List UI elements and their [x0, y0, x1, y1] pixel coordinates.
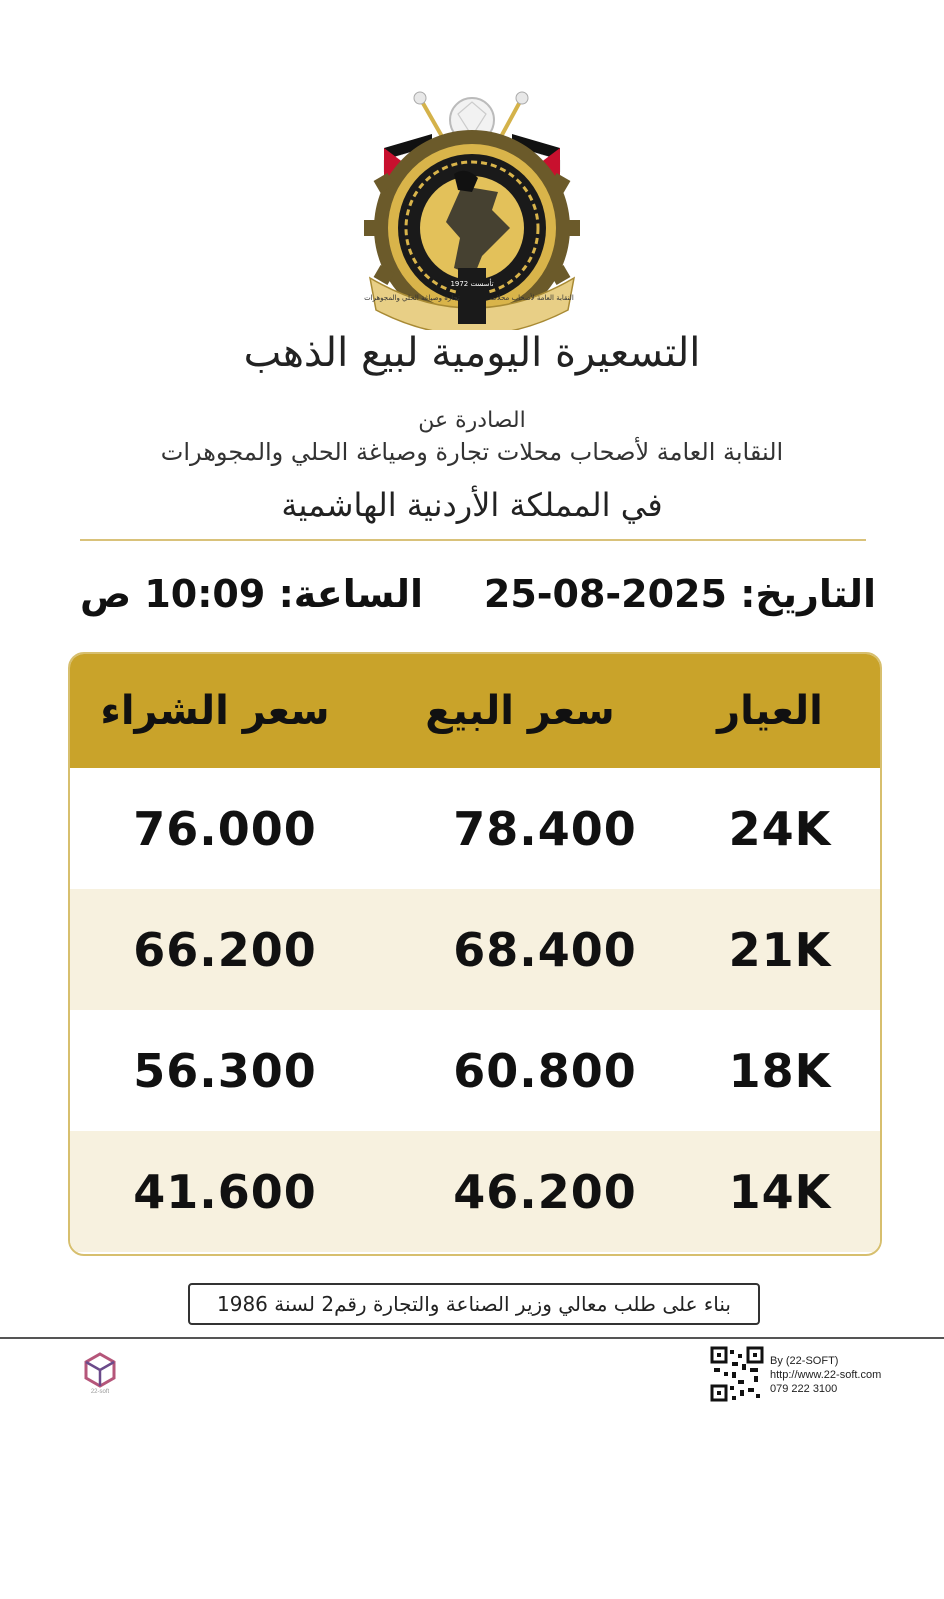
- issued-by-label: الصادرة عن: [418, 408, 526, 433]
- union-name: النقابة العامة لأصحاب محلات تجارة وصياغة الحلي والمجوهرات: [160, 438, 784, 466]
- kingdom-name: في المملكة الأردنية الهاشمية: [281, 486, 663, 524]
- table-row: [70, 1010, 880, 1131]
- karat-cell: 21K: [728, 923, 832, 977]
- karat-cell: 14K: [728, 1165, 832, 1219]
- syndicate-logo: [362, 88, 582, 330]
- header-karat: العيار: [717, 688, 823, 734]
- svg-text:النقابة العامة لأصحاب محلات: النقابة العامة لأصحاب محلات: [490, 294, 574, 302]
- sell-price-cell: 68.400: [453, 923, 637, 977]
- svg-text:تجارة وصياغة الحلي والمجوهرات: تجارة وصياغة الحلي والمجوهرات: [364, 294, 460, 302]
- brand-left-label: 22-soft: [90, 1389, 110, 1394]
- credit-by: By (22-SOFT): [770, 1355, 839, 1367]
- header-divider: [80, 539, 866, 541]
- qr-code-icon[interactable]: [710, 1346, 764, 1402]
- time-line: [80, 572, 423, 616]
- svg-text:تأسست 1972: تأسست 1972: [450, 280, 494, 288]
- karat-cell: 24K: [728, 802, 832, 856]
- karat-cell: 18K: [728, 1044, 832, 1098]
- credits: [770, 1354, 881, 1396]
- table-header: [70, 654, 880, 768]
- header-buy-price: سعر الشراء: [100, 688, 330, 734]
- buy-price-cell: 56.300: [133, 1044, 317, 1098]
- table-row: [70, 889, 880, 1010]
- buy-price-cell: 41.600: [133, 1165, 317, 1219]
- buy-price-cell: 76.000: [133, 802, 317, 856]
- date-line: [484, 572, 876, 616]
- credit-url[interactable]: http://www.22-soft.com: [770, 1369, 882, 1381]
- time-value: 10:09 ص: [80, 572, 266, 616]
- price-table: [68, 652, 882, 1256]
- page-title: التسعيرة اليومية لبيع الذهب: [243, 330, 701, 376]
- legal-note: بناء على طلب معالي وزير الصناعة والتجارة رقم2 لسنة 1986: [188, 1283, 760, 1325]
- date-label: التاريخ:: [740, 572, 876, 616]
- footer-divider: [0, 1337, 944, 1339]
- date-value: 25-08-2025: [483, 572, 727, 616]
- sell-price-cell: 78.400: [453, 802, 637, 856]
- table-row: [70, 768, 880, 889]
- header-sell-price: سعر البيع: [425, 688, 615, 734]
- sell-price-cell: 46.200: [453, 1165, 637, 1219]
- buy-price-cell: 66.200: [133, 923, 317, 977]
- table-row: [70, 1131, 880, 1252]
- brand-cube-icon: [82, 1352, 118, 1394]
- credit-phone: 079 222 3100: [770, 1383, 838, 1395]
- time-label: الساعة:: [278, 572, 423, 616]
- sell-price-cell: 60.800: [453, 1044, 637, 1098]
